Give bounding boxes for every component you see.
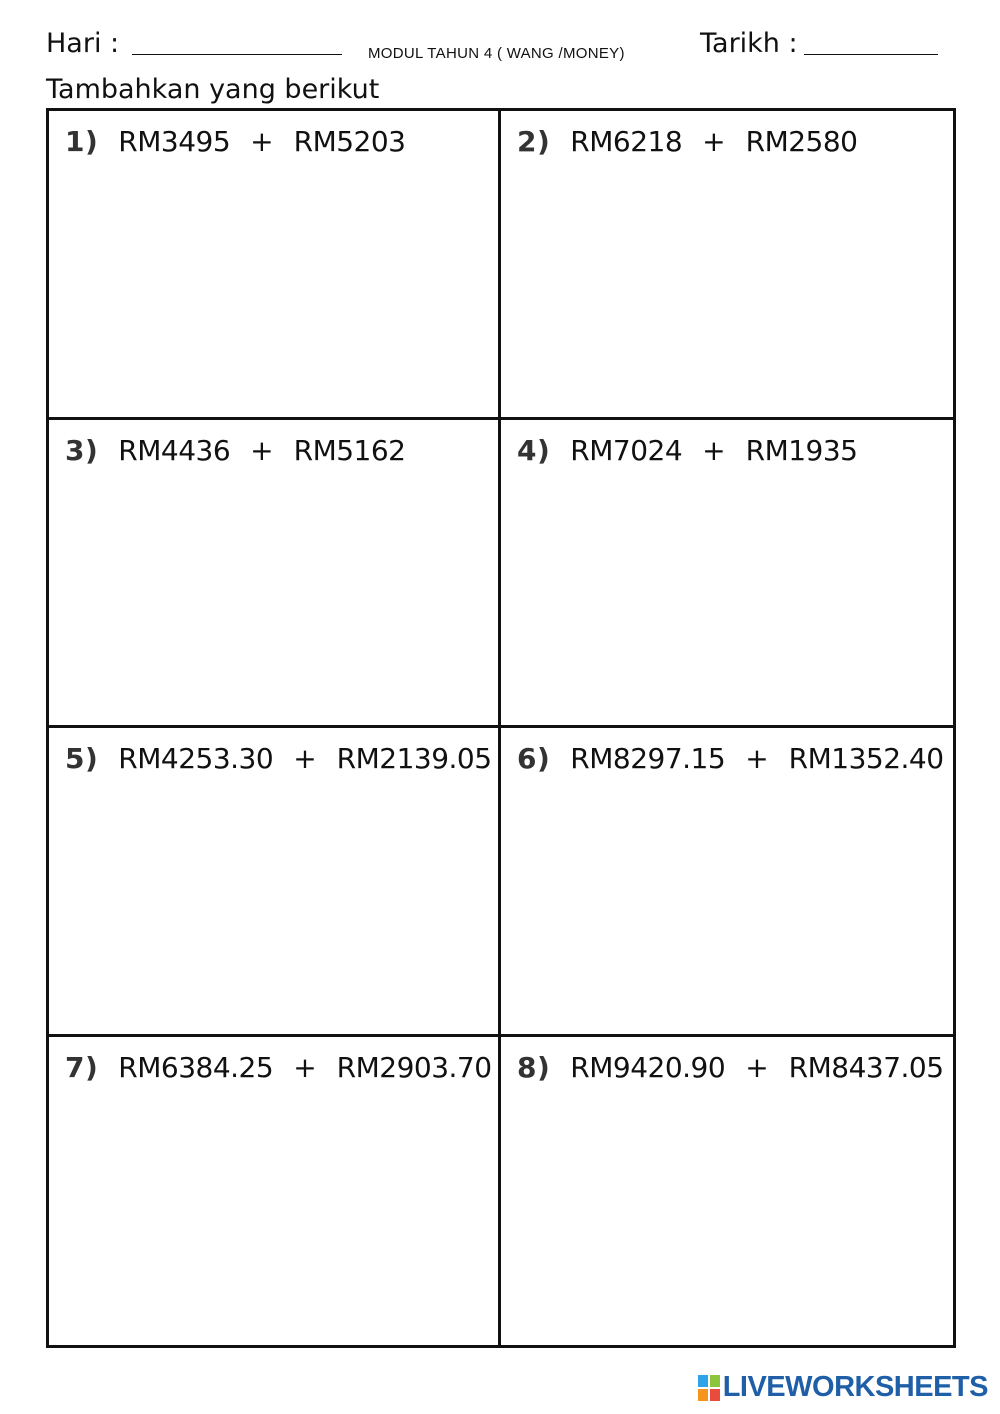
- problem-cell-2[interactable]: [501, 111, 953, 420]
- problem-number: 3): [65, 433, 99, 467]
- operand-a: RM4436: [118, 433, 231, 467]
- operand-a: RM6384.25: [118, 1050, 274, 1084]
- liveworksheets-logo-icon: [698, 1375, 720, 1401]
- operand-a: RM7024: [570, 433, 683, 467]
- problem-number: 6): [517, 742, 551, 775]
- problem-cell-3[interactable]: [49, 420, 501, 729]
- problem-number: 7): [65, 1050, 99, 1084]
- problem-1: [65, 125, 498, 158]
- problem-cell-4[interactable]: [501, 420, 953, 729]
- plus-sign: +: [745, 742, 769, 775]
- liveworksheets-logo[interactable]: [698, 1373, 988, 1402]
- operand-b: RM5203: [293, 125, 406, 158]
- operand-b: RM2139.05: [336, 742, 492, 775]
- problem-3: [65, 434, 498, 467]
- tarikh-label: Tarikh :: [700, 28, 798, 59]
- problem-number: 8): [517, 1050, 551, 1084]
- plus-sign: +: [250, 433, 274, 467]
- hari-blank-line: [132, 54, 342, 55]
- problem-number: 1): [65, 125, 99, 158]
- instruction-text: Tambahkan yang berikut: [46, 74, 380, 105]
- problem-cell-7[interactable]: [49, 1037, 501, 1346]
- problem-5: [65, 742, 498, 775]
- tarikh-blank-line: [804, 54, 938, 55]
- logo-text: LIVEWORKSHEETS: [722, 1371, 988, 1403]
- logo-square-blue: [698, 1375, 708, 1387]
- logo-square-orange: [698, 1389, 708, 1401]
- operand-b: RM2903.70: [336, 1050, 492, 1084]
- plus-sign: +: [293, 742, 317, 775]
- problem-cell-5[interactable]: [49, 728, 501, 1037]
- plus-sign: +: [293, 1050, 317, 1084]
- operand-a: RM4253.30: [118, 742, 274, 775]
- operand-b: RM8437.05: [788, 1050, 944, 1084]
- logo-square-red: [710, 1389, 720, 1401]
- operand-b: RM2580: [745, 125, 858, 158]
- logo-square-green: [710, 1375, 720, 1387]
- problem-cell-6[interactable]: [501, 728, 953, 1037]
- problem-6: [517, 742, 953, 775]
- operand-b: RM5162: [293, 433, 406, 467]
- problem-2: [517, 125, 953, 158]
- operand-a: RM6218: [570, 125, 683, 158]
- operand-b: RM1935: [745, 433, 858, 467]
- operand-b: RM1352.40: [788, 742, 944, 775]
- module-title: MODUL TAHUN 4 ( WANG /MONEY): [368, 45, 625, 62]
- operand-a: RM8297.15: [570, 742, 726, 775]
- problem-cell-1[interactable]: [49, 111, 501, 420]
- operand-a: RM3495: [118, 125, 231, 158]
- problem-8: [517, 1051, 953, 1084]
- plus-sign: +: [250, 125, 274, 158]
- problem-7: [65, 1051, 498, 1084]
- problem-cell-8[interactable]: [501, 1037, 953, 1346]
- plus-sign: +: [702, 433, 726, 467]
- problem-number: 4): [517, 433, 551, 467]
- plus-sign: +: [702, 125, 726, 158]
- hari-label: Hari :: [46, 28, 120, 59]
- operand-a: RM9420.90: [570, 1050, 726, 1084]
- problem-number: 2): [517, 125, 551, 158]
- problem-grid: [46, 108, 956, 1348]
- plus-sign: +: [745, 1050, 769, 1084]
- problem-number: 5): [65, 742, 99, 775]
- problem-4: [517, 434, 953, 467]
